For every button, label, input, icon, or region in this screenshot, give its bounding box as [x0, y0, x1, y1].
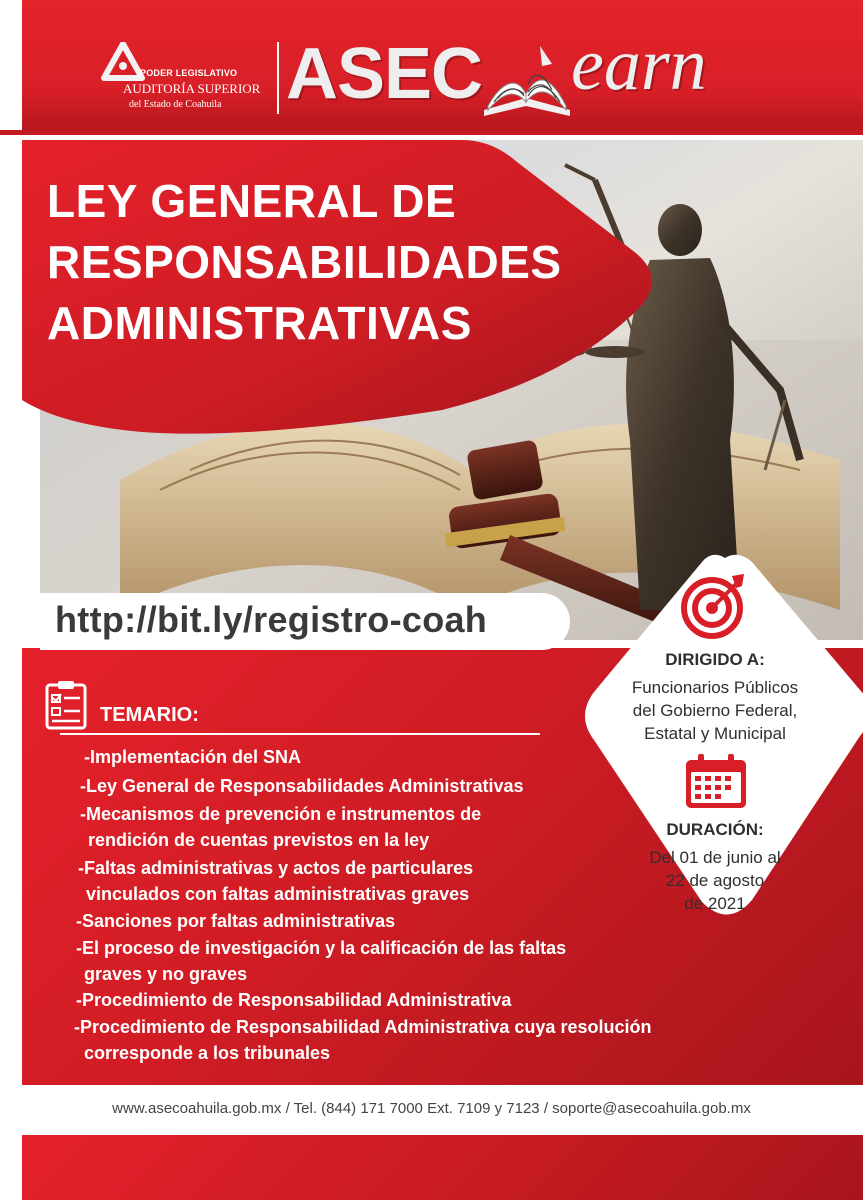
page-title	[47, 171, 587, 354]
book-icon	[480, 44, 575, 120]
header-divider	[277, 42, 279, 114]
brand-name: ASEC	[286, 34, 483, 114]
topic-item: -Implementación del SNA	[84, 747, 302, 767]
org-line-estado: del Estado de Coahuila	[129, 99, 222, 110]
topic-item: -Sanciones por faltas administrativas	[76, 911, 396, 931]
org-line-legislativo: PODER LEGISLATIVO	[140, 68, 238, 78]
duracion-text	[575, 846, 855, 915]
contact-footer: www.asecoahuila.gob.mx / Tel. (844) 171 7000 Ext. 7109 y 7123 / soporte@asecoahuila.gob.mx	[112, 1100, 751, 1117]
dirigido-line: del Gobierno Federal,	[632, 701, 798, 720]
title-line: RESPONSABILIDADES	[47, 236, 562, 288]
temario-heading: TEMARIO:	[100, 704, 199, 726]
dirigido-line: Funcionarios Públicos	[631, 678, 799, 697]
topic-item-continued: rendición de cuentas previstos en la ley	[88, 830, 430, 850]
registration-link[interactable]: http://bit.ly/registro-coah	[55, 599, 488, 640]
dirigido-line: Estatal y Municipal	[644, 724, 786, 743]
calendar-icon	[683, 752, 749, 810]
duracion-line: Del 01 de junio al	[649, 848, 781, 867]
clipboard-checklist-icon	[45, 680, 87, 730]
title-line: ADMINISTRATIVAS	[47, 297, 472, 349]
dirigido-text	[575, 676, 855, 745]
topic-item: -El proceso de investigación y la calificación de las faltas	[76, 938, 567, 958]
header-strip	[0, 130, 863, 135]
topic-item: -Faltas administrativas y actos de particulares	[78, 858, 474, 878]
topic-item-continued: corresponde a los tribunales	[84, 1043, 331, 1063]
temario-divider	[60, 733, 540, 735]
topic-item-continued: graves y no graves	[84, 964, 248, 984]
brand-suffix: earn	[571, 24, 707, 106]
duracion-line: de 2021	[684, 894, 746, 913]
title-line: LEY GENERAL DE	[47, 175, 457, 227]
topic-item: -Procedimiento de Responsabilidad Administrativa	[76, 990, 512, 1010]
footer-band	[22, 1135, 863, 1200]
target-icon	[680, 570, 750, 640]
duracion-line: 22 de agosto	[665, 871, 765, 890]
topic-item: -Mecanismos de prevención e instrumentos de	[80, 804, 482, 824]
org-line-auditoria: AUDITORÍA SUPERIOR	[123, 81, 261, 96]
topic-item: -Procedimiento de Responsabilidad Administrativa cuya resolución	[74, 1017, 652, 1037]
topic-item: -Ley General de Responsabilidades Administrativas	[80, 776, 524, 796]
duracion-label: DURACIÓN:	[666, 820, 764, 839]
topic-item-continued: vinculados con faltas administrativas graves	[86, 884, 470, 904]
dirigido-label: DIRIGIDO A:	[665, 650, 765, 669]
